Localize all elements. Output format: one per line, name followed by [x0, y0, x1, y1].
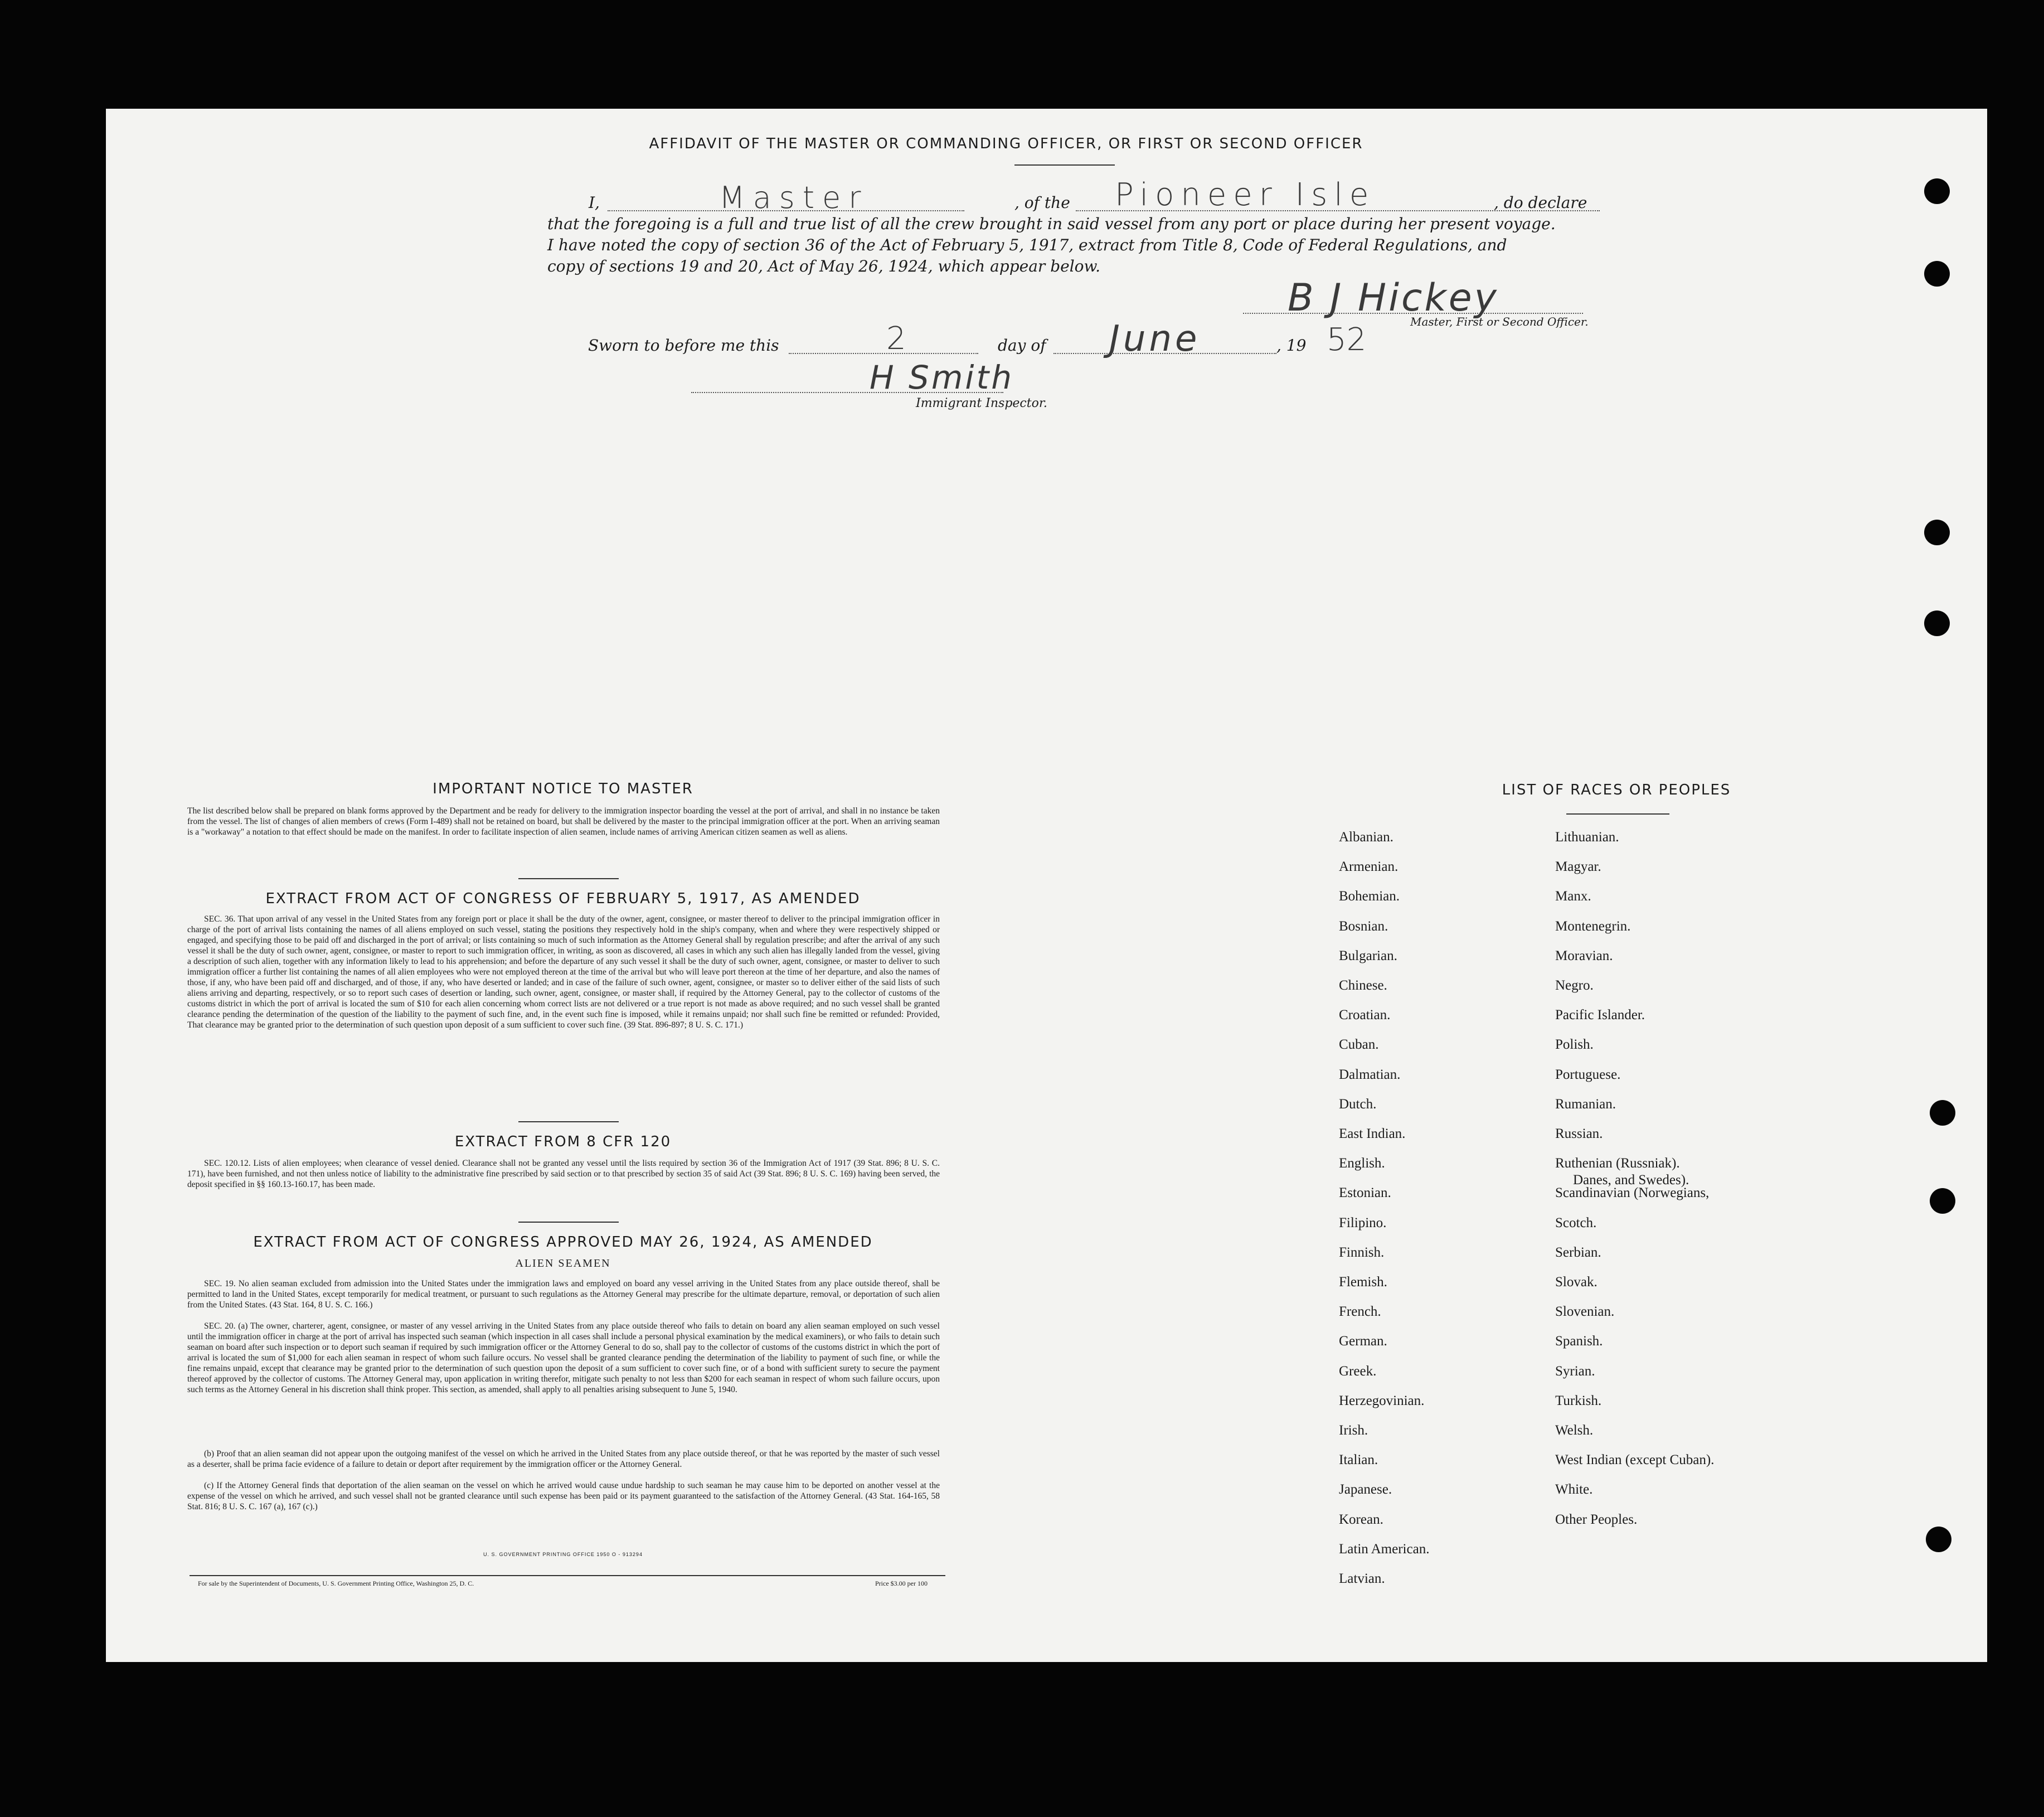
race-item: White.	[1555, 1482, 1593, 1498]
race-item: Greek.	[1339, 1363, 1377, 1379]
cfr-120-rule	[518, 1222, 619, 1223]
race-item: Spanish.	[1555, 1334, 1603, 1349]
sale-note: For sale by the Superintendent of Documents, U. S. Government Printing Office, Washington 25, D. C.	[198, 1579, 474, 1587]
title-underline	[1014, 164, 1115, 166]
race-item: Korean.	[1339, 1511, 1383, 1527]
race-item: Irish.	[1339, 1423, 1368, 1438]
race-item: Dutch.	[1339, 1096, 1377, 1112]
sec-20a: SEC. 20. (a) The owner, charterer, agent, consignee, or master of any vessel arriving in the United States from any place outside thereof who fails to detain on board any alien seaman employed on such vessel until the immigration officer in charge at the port of arrival has inspected such seaman (which inspection in all cases shall include a personal physical examination by the medical examiners), or who fails to detain such seaman on board after such inspection or to deport such seaman if required by such immigration officer or the Attorney General to do so, shall pay to the collector of customs of the customs district in which the port of arrival is located the sum of $1,000 for each alien seaman in respect of whom such failure occurs. No vessel shall be granted clearance pending the determination of the liability to payment of such fine, or while the fine remains unpaid, except that clearance may be granted prior to the determination of such question upon the deposit of a sum sufficient to cover such fine, or of a bond with sufficient surety to secure the payment thereof approved by the collector of customs. The Attorney General may, upon application in writing therefor, mitigate such penalty to not less than $200 for each seaman in respect of whom such failure occurs, upon such terms as the Attorney General in his discretion shall think proper. This section, as amended, shall apply to all penalties arising subsequent to June 5, 1940.	[187, 1321, 940, 1394]
race-item: Rumanian.	[1555, 1096, 1616, 1112]
declare-label: , do declare	[1494, 193, 1587, 212]
declaration-line-3: I have noted the copy of section 36 of the Act of February 5, 1917, extract from Title 8, Code of Federal Regulations, and	[547, 236, 1507, 254]
race-item: Armenian.	[1339, 859, 1399, 875]
signature-caption: Master, First or Second Officer.	[1410, 315, 1589, 328]
race-item: Ruthenian (Russniak).	[1555, 1156, 1680, 1171]
cfr-120-title: EXTRACT FROM 8 CFR 120	[454, 1133, 672, 1150]
notice-title: IMPORTANT NOTICE TO MASTER	[433, 781, 693, 797]
cfr-120-body: SEC. 120.12. Lists of alien employees; when clearance of vessel denied. Clearance shall not be granted any vessel until the lists required by section 36 of the Immigration Act of 1917 (39 Stat. 896; 8 U. S. C. 171), have been furnished, and not then unless notice of liability to the administrative fine prescribed by said section or to that prescribed by section 35 of said Act (39 Stat. 896; 8 U. S. C. 169) having been served, the deposit specified in §§ 160.13-160.17, has been made.	[187, 1159, 940, 1189]
extract-1924-title: EXTRACT FROM ACT OF CONGRESS APPROVED MAY 26, 1924, AS AMENDED	[253, 1234, 873, 1251]
race-item: Dalmatian.	[1339, 1067, 1401, 1082]
binder-hole	[1924, 520, 1950, 545]
of-the-label: , of the	[1014, 193, 1070, 212]
inspector-caption: Immigrant Inspector.	[916, 396, 1047, 410]
sworn-day: 2	[886, 321, 906, 357]
race-item: Latvian.	[1339, 1571, 1385, 1586]
binder-hole	[1930, 1100, 1955, 1126]
race-item: West Indian (except Cuban).	[1555, 1452, 1715, 1468]
race-item: East Indian.	[1339, 1126, 1406, 1141]
race-item: Moravian.	[1555, 948, 1613, 963]
race-item: Latin American.	[1339, 1541, 1430, 1557]
race-item: Bulgarian.	[1339, 948, 1397, 963]
extract-1917-body: SEC. 36. That upon arrival of any vessel in the United States from any foreign port or place it shall be the duty of the owner, agent, consignee, or master thereof to deliver to the principal immigration officer in charge of the port of arrival lists containing the names of all aliens employed on such vessel, stating the positions they respectively hold in the ship's company, when and where they were respectively shipped or engaged, and specifying those to be paid off and discharged in the port of arrival; or lists containing so much of such information as the Attorney General shall by regulation prescribe; and after the arrival of any such vessel it shall be the duty of such owner, agent, consignee, or master to report to such immigration officer, in writing, as soon as discovered, all cases in which any such alien has illegally landed from the vessel, giving a description of such alien, together with any information likely to lead to his apprehension; and before the departure of any such vessel it shall be the duty of such owner, agent, consignee, or master to deliver to such immigration officer a further list containing the names of all alien employees who were not employed thereon at the time of the arrival but who will leave port thereon at the time of her departure, and also the names of those, if any, who have been paid off and discharged, and of those, if any, who have deserted or landed; and in case of the failure of such owner, agent, consignee, or master so to deliver either of the said lists of such aliens arriving and departing, respectively, or so to report such cases of desertion or landing, such owner, agent, consignee, or master shall, if required by the Attorney General, pay to the collector of customs of the customs district in which the port of arrival is located the sum of $10 for each alien concerning whom correct lists are not delivered or a true report is not made as above required; and no such vessel shall be granted clearance pending the determination of the question of the liability to the payment of such fine, and, in the event such fine is imposed, while it remains unpaid; nor shall such fine be remitted or refunded: Provided, That clearance may be granted prior to the determination of such question upon deposit of a sum sufficient to cover such fine. (39 Stat. 896-897; 8 U. S. C. 171.)	[187, 914, 940, 1030]
race-item: Polish.	[1555, 1037, 1594, 1053]
year-prefix: , 19	[1276, 336, 1307, 355]
race-item: Pacific Islander.	[1555, 1007, 1645, 1023]
races-title: LIST OF RACES OR PEOPLES	[1502, 782, 1731, 798]
race-item: Bohemian.	[1339, 889, 1400, 904]
master-signature: B J Hickey	[1288, 276, 1499, 320]
vessel-handwritten: Pioneer Isle	[1115, 177, 1376, 213]
race-item: German.	[1339, 1334, 1387, 1349]
race-item: Finnish.	[1339, 1244, 1385, 1260]
race-item: Slovenian.	[1555, 1304, 1615, 1320]
race-item: Bosnian.	[1339, 918, 1388, 934]
binder-hole	[1924, 178, 1950, 204]
declaration-line-4: copy of sections 19 and 20, Act of May 26, 1924, which appear below.	[547, 257, 1101, 275]
race-item: Portuguese.	[1555, 1067, 1621, 1082]
sworn-month: June	[1109, 318, 1201, 360]
race-item: Slovak.	[1555, 1275, 1598, 1290]
alien-seamen-subtitle: ALIEN SEAMEN	[515, 1257, 611, 1270]
race-item: Scandinavian (Norwegians,	[1555, 1185, 1710, 1201]
document-page	[106, 109, 1987, 1662]
day-of-label: day of	[998, 336, 1046, 355]
binder-hole	[1924, 610, 1950, 636]
printing-office-note: U. S. GOVERNMENT PRINTING OFFICE 1950 O - 913294	[483, 1552, 643, 1557]
race-item: Danes, and Swedes).	[1573, 1172, 1689, 1188]
sec-20b: (b) Proof that an alien seaman did not appear upon the outgoing manifest of the vessel on which he arrived in the United States from any place outside thereof, or that he was reported by the master of such vessel as a deserter, shall be prima facie evidence of a failure to detain or deport after requirement by the immigration officer or the Attorney General.	[187, 1449, 940, 1469]
race-item: English.	[1339, 1156, 1385, 1171]
day-line	[789, 353, 978, 354]
race-item: Serbian.	[1555, 1244, 1601, 1260]
race-item: Estonian.	[1339, 1185, 1391, 1201]
race-item: Flemish.	[1339, 1275, 1387, 1290]
footer-rule	[190, 1575, 945, 1576]
race-item: Japanese.	[1339, 1482, 1392, 1498]
race-item: Albanian.	[1339, 830, 1394, 845]
sec-19: SEC. 19. No alien seaman excluded from admission into the United States under the immigration laws and employed on board any vessel arriving in the United States from any place outside thereof, shall be permitted to land in the United States, except temporarily for medical treatment, or pursuant to such regulations as the Attorney General may prescribe for the ultimate departure, removal, or deportation of such alien from the United States. (43 Stat. 164, 8 U. S. C. 166.)	[187, 1279, 940, 1310]
notice-body: The list described below shall be prepared on blank forms approved by the Department and be ready for delivery to the immigration inspector boarding the vessel at the port of arrival, and shall in no instance be taken from the vessel. The list of changes of alien members of crews (Form I-489) shall not be retained on board, but shall be delivered by the master to the principal immigration officer at the port. When an arriving seaman is a "workaway" a notation to that effect should be made on the manifest. In order to facilitate inspection of alien seamen, include names of arriving American citizen seamen as well as aliens.	[187, 806, 940, 837]
notice-rule	[518, 878, 619, 879]
race-item: Filipino.	[1339, 1215, 1387, 1230]
officer-handwritten: Master	[719, 180, 869, 215]
sec-20c: (c) If the Attorney General finds that deportation of the alien seaman on the vessel on which he arrived would cause undue hardship to such seaman he may cause him to be deported on another vessel at the expense of the vessel on which he arrived, and such vessel shall not be granted clearance until such expense has been paid or its payment guaranteed to the satisfaction of the Attorney General. (43 Stat. 164-165, 58 Stat. 816; 8 U. S. C. 167 (a), 167 (c).)	[187, 1481, 940, 1511]
races-rule	[1566, 813, 1669, 815]
extract-1917-rule	[518, 1121, 619, 1122]
race-item: Scotch.	[1555, 1215, 1597, 1230]
race-item: Montenegrin.	[1555, 918, 1631, 934]
inspector-signature: H Smith	[870, 358, 1014, 396]
race-item: Italian.	[1339, 1452, 1378, 1468]
race-item: Syrian.	[1555, 1363, 1595, 1379]
race-item: Lithuanian.	[1555, 830, 1619, 845]
race-item: Russian.	[1555, 1126, 1603, 1141]
sworn-year: 52	[1327, 322, 1367, 358]
extract-1917-title: EXTRACT FROM ACT OF CONGRESS OF FEBRUARY 5, 1917, AS AMENDED	[265, 890, 861, 907]
declaration-line-2: that the foregoing is a full and true list of all the crew brought in said vessel from any port or place during her present voyage.	[547, 215, 1556, 233]
race-item: Croatian.	[1339, 1007, 1391, 1023]
sworn-label: Sworn to before me this	[588, 336, 779, 355]
binder-hole	[1924, 261, 1950, 287]
race-item: Manx.	[1555, 889, 1591, 904]
race-item: French.	[1339, 1304, 1381, 1320]
race-item: Negro.	[1555, 978, 1594, 993]
race-item: Herzegovinian.	[1339, 1393, 1425, 1408]
race-item: Chinese.	[1339, 978, 1387, 993]
price-note: Price $3.00 per 100	[875, 1579, 928, 1587]
binder-hole	[1930, 1188, 1955, 1214]
i-label: I,	[589, 193, 600, 212]
binder-hole	[1926, 1527, 1951, 1552]
race-item: Welsh.	[1555, 1423, 1594, 1438]
affidavit-title: AFFIDAVIT OF THE MASTER OR COMMANDING OFFICER, OR FIRST OR SECOND OFFICER	[649, 135, 1363, 152]
race-item: Other Peoples.	[1555, 1511, 1638, 1527]
race-item: Magyar.	[1555, 859, 1601, 875]
race-item: Turkish.	[1555, 1393, 1602, 1408]
race-item: Cuban.	[1339, 1037, 1379, 1053]
